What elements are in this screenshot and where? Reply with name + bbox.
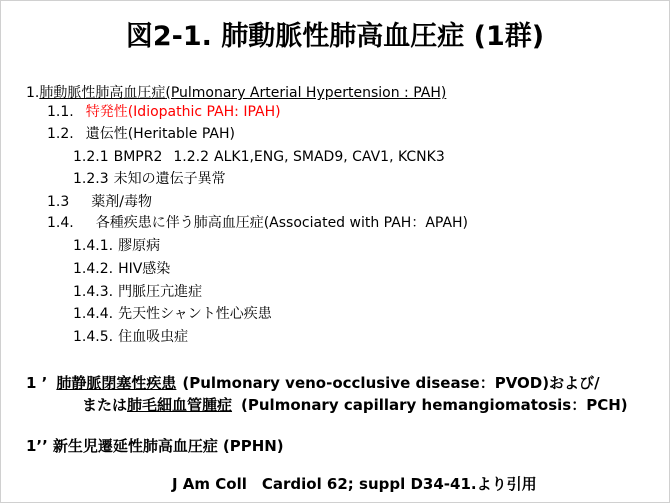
group-1-double-prime-name: 新生児遷延性肺高血圧症 — [52, 437, 218, 455]
group-1-4-2-number: 1.4.2. — [73, 261, 114, 277]
group-1-4-1-line — [73, 237, 160, 255]
group-1-4-2-line — [73, 260, 170, 278]
group-1-4-1-text: 膠原病 — [118, 238, 161, 254]
group-1-4-line — [47, 214, 468, 232]
citation: J Am Coll Cardiol 62; suppl D34-41.より引用 — [172, 475, 537, 493]
group-1-2-3-number: 1.2.3 — [73, 171, 109, 187]
group-1-3-number: 1.3 — [47, 194, 70, 210]
group-1-4-5-line — [73, 328, 188, 346]
group-1-prime-line2-english: (Pulmonary capillary hemangiomatosis：PCH) — [241, 396, 628, 414]
group-1-1-english: (Idiopathic PAH: IPAH) — [127, 104, 281, 120]
group-1-1-number: 1.1. — [47, 104, 74, 120]
group-1-2-1-line — [73, 148, 445, 166]
group-1-4-4-line — [73, 305, 272, 323]
group-1-4-4-number: 1.4.4. — [73, 306, 114, 322]
group-1-4-5-text: 住血吸虫症 — [118, 329, 189, 345]
group-1-2-2-text: ALK1,ENG, SMAD9, CAV1, KCNK3 — [214, 149, 445, 165]
group-1-prime-line — [26, 374, 600, 393]
group-1-4-number: 1.4. — [47, 215, 74, 231]
group-1-2-1-text: BMPR2 — [113, 149, 163, 165]
group-1-2-3-line — [73, 170, 226, 188]
group-1-double-prime-number: 1’’ — [26, 437, 48, 455]
group-1-1-line — [47, 103, 281, 121]
group-1-4-3-number: 1.4.3. — [73, 284, 114, 300]
group-1-4-name: 各種疾患に伴う肺高血圧症 — [95, 215, 264, 231]
group-1-prime-suffix: および/ — [549, 374, 600, 392]
group-1-3-line — [47, 193, 152, 211]
group-1-4-4-text: 先天性シャント性心疾患 — [118, 306, 272, 322]
group-1-prime-line2-name: 肺毛細血管腫症 — [127, 396, 233, 414]
group-1-prime-number: 1 ’ — [26, 374, 48, 392]
group-1-3-text: 薬剤/毒物 — [91, 194, 152, 210]
group-1-prime-english: (Pulmonary veno-occlusive disease：PVOD) — [182, 374, 550, 392]
group-1-2-2-number: 1.2.2 — [173, 149, 210, 165]
group-1-2-english: (Heritable PAH) — [127, 126, 235, 142]
group-1-4-5-number: 1.4.5. — [73, 329, 114, 345]
group-1-4-2-text: HIV感染 — [118, 261, 171, 277]
slide-title: 図2-1. 肺動脈性肺高血圧症 (1群) — [125, 21, 545, 52]
group-1-name: 肺動脈性肺高血圧症 — [39, 85, 166, 101]
group-1-4-1-number: 1.4.1. — [73, 238, 114, 254]
group-1-prime-name: 肺静脈閉塞性疾患 — [56, 374, 177, 392]
group-1-4-3-line — [73, 283, 202, 301]
group-1-2-3-text: 未知の遺伝子異常 — [113, 171, 226, 187]
group-1-prime-line2-prefix: または — [82, 396, 128, 414]
group-1-line — [26, 84, 446, 102]
group-1-1-name: 特発性 — [85, 104, 128, 120]
group-1-double-prime-english: (PPHN) — [222, 437, 284, 455]
group-1-number: 1. — [26, 85, 40, 101]
group-1-english: (Pulmonary Arterial Hypertension : PAH) — [165, 85, 447, 101]
group-1-2-line — [47, 125, 235, 143]
group-1-2-number: 1.2. — [47, 126, 74, 142]
group-1-double-prime-line — [26, 437, 284, 456]
group-1-2-name: 遺伝性 — [85, 126, 128, 142]
group-1-4-english: (Associated with PAH：APAH) — [263, 215, 469, 231]
group-1-2-1-number: 1.2.1 — [73, 149, 109, 165]
group-1-prime-line-2 — [82, 396, 628, 415]
group-1-4-3-text: 門脈圧亢進症 — [118, 284, 203, 300]
